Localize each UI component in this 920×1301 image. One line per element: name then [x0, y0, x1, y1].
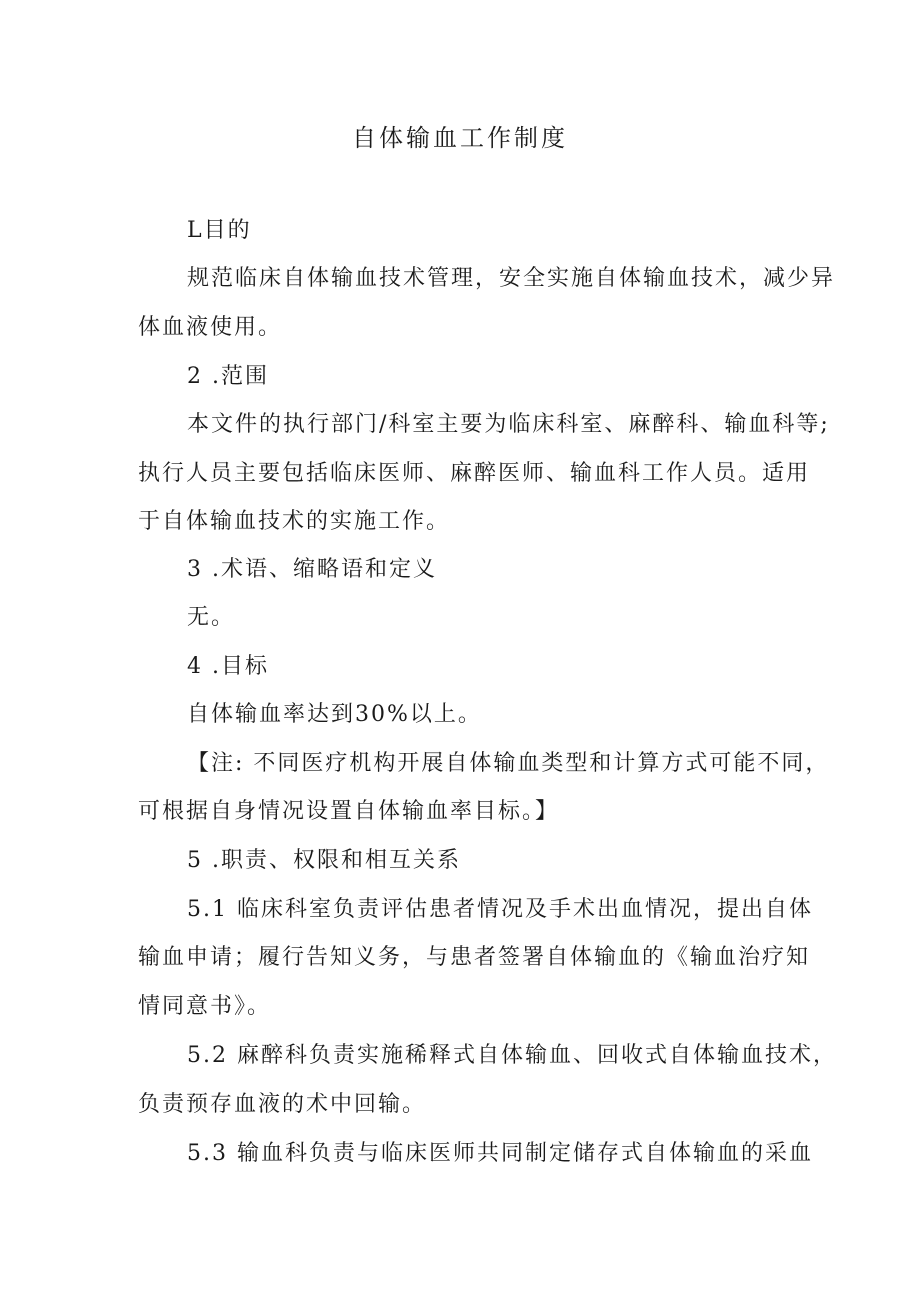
- paragraph-line: 执行人员主要包括临床医师、麻醉医师、输血科工作人员。适用: [138, 461, 811, 486]
- section-heading-target: 4 .目标: [187, 654, 269, 679]
- paragraph-line: 自体输血率达到30%以上。: [187, 702, 482, 727]
- note-line: 【注: 不同医疗机构开展自体输血类型和计算方式可能不同，: [187, 751, 830, 776]
- paragraph-line: 5.2 麻醉科负责实施稀释式自体输血、回收式自体输血技术，: [187, 1043, 837, 1068]
- paragraph-line: 于自体输血技术的实施工作。: [138, 509, 451, 534]
- section-heading-purpose: L目的: [187, 218, 252, 243]
- section-heading-terms: 3 .术语、缩略语和定义: [187, 557, 437, 582]
- paragraph-line: 5.1 临床科室负责评估患者情况及手术出血情况，提出自体: [187, 897, 813, 922]
- note-line: 可根据自身情况设置自体输血率目标。】: [138, 799, 560, 824]
- paragraph-line: 5.3 输血科负责与临床医师共同制定储存式自体输血的采血: [187, 1141, 813, 1166]
- paragraph-line: 规范临床自体输血技术管理，安全实施自体输血技术，减少异: [187, 266, 836, 291]
- section-heading-scope: 2 .范围: [187, 364, 269, 389]
- paragraph-line: 无。: [187, 605, 236, 630]
- paragraph-line: 体血液使用。: [138, 315, 283, 340]
- paragraph-line: 负责预存血液的术中回输。: [138, 1092, 427, 1117]
- section-heading-responsibilities: 5 .职责、权限和相互关系: [187, 848, 461, 873]
- paragraph-line: 本文件的执行部门/科室主要为临床科室、麻醉科、输血科等;: [187, 412, 830, 437]
- paragraph-line: 输血申请；履行告知义务，与患者签署自体输血的《输血治疗知: [138, 945, 811, 970]
- paragraph-line: 情同意书》。: [138, 994, 272, 1019]
- document-title: 自体输血工作制度: [352, 124, 568, 152]
